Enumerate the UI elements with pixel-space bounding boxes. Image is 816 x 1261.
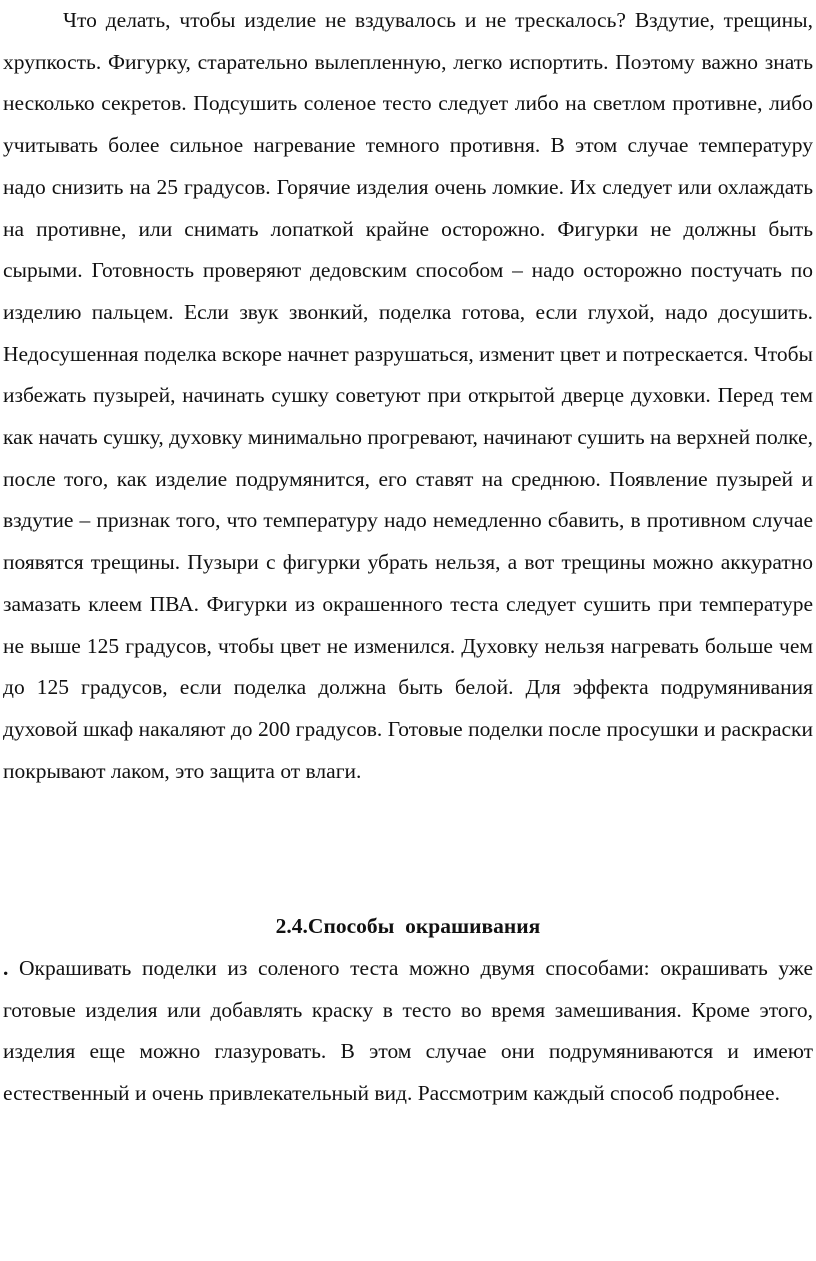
paragraph-coloring-text: Окрашивать поделки из соленого теста можно двумя способами: окрашивать уже готовые изделия или добавлять краску в тесто во время замешивания. Кроме этого, изделия еще можно глазуровать. В этом случае они подрумяниваются и имеют естественный и очень привлекательный вид. Рассмотрим каждый способ подробнее.: [3, 956, 813, 1106]
paragraph-lead-dot: .: [3, 956, 9, 980]
body-paragraph-coloring: [3, 948, 813, 1115]
body-paragraph-drying: Что делать, чтобы изделие не вздувалось и не трескалось? Вздутие, трещины, хрупкость. Фигурку, старательно вылепленную, легко испортить. Поэтому важно знать несколько секретов. Подсушить соленое тесто следует либо на светлом противне, либо учитывать более сильное нагревание темного противня. В этом случае температуру надо снизить на 25 градусов. Горячие изделия очень ломкие. Их следует или охлаждать на противне, или снимать лопаткой крайне осторожно. Фигурки не должны быть сырыми. Готовность проверяют дедовским способом – надо осторожно постучать по изделию пальцем. Если звук звонкий, поделка готова, если глухой, надо досушить. Недосушенная поделка вскоре начнет разрушаться, изменит цвет и потрескается. Чтобы избежать пузырей, начинать сушку советуют при открытой дверце духовки. Перед тем как начать сушку, духовку минимально прогревают, начинают сушить на верхней полке, после того, как изделие подрумянится, его ставят на среднюю. Появление пузырей и вздутие – признак того, что температуру надо немедленно сбавить, в противном случае появятся трещины. Пузыри с фигурки убрать нельзя, а вот трещины можно аккуратно замазать клеем ПВА. Фигурки из окрашенного теста следует сушить при температуре не выше 125 градусов, чтобы цвет не изменился. Духовку нельзя нагревать больше чем до 125 градусов, если поделка должна быть белой. Для эффекта подрумянивания духовой шкаф накаляют до 200 градусов. Готовые поделки после просушки и раскраски покрывают лаком, это защита от влаги.: [3, 8, 813, 783]
section-heading: 2.4.Способы окрашивания: [275, 914, 541, 938]
